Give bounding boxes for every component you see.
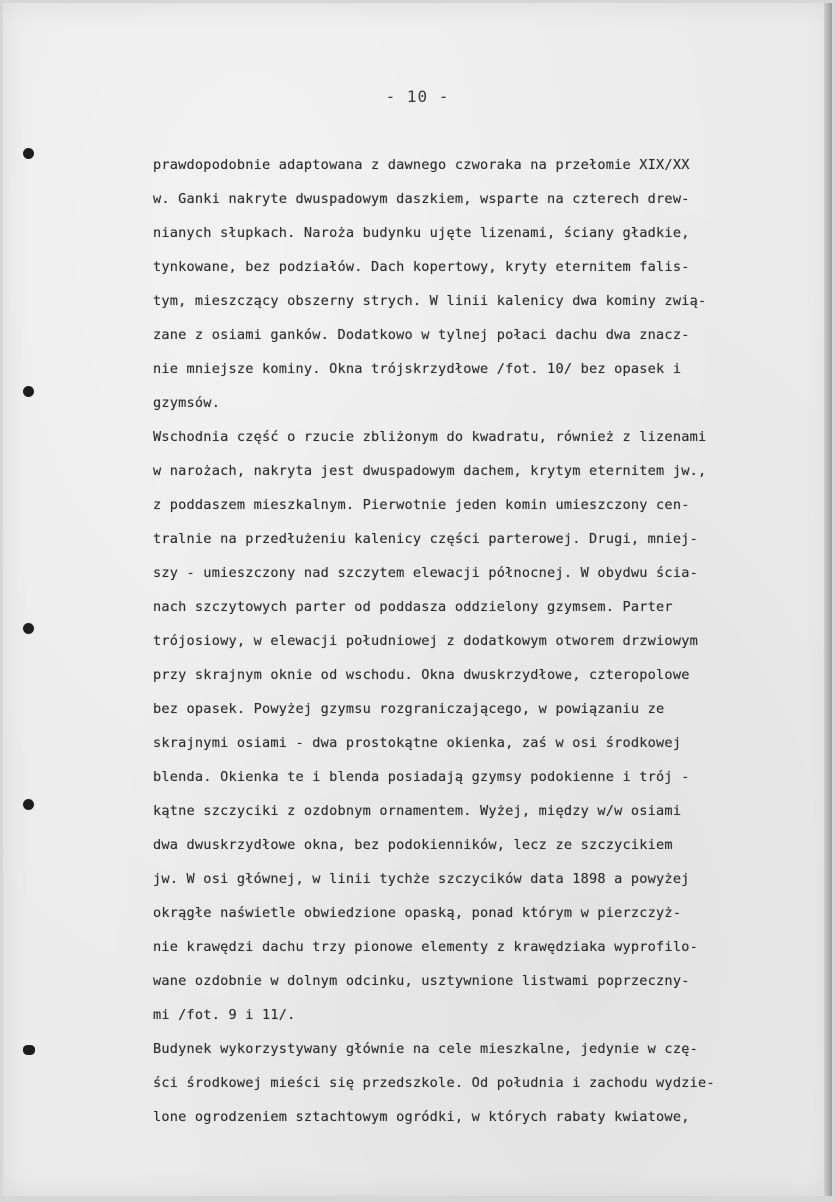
text-line: tralnie na przedłużeniu kalenicy części parterowej. Drugi, mniej-	[153, 531, 698, 547]
text-line: tynkowane, bez podziałów. Dach kopertowy, kryty eternitem falis-	[153, 259, 690, 275]
text-line: tym, mieszczący obszerny strych. W linii kalenicy dwa kominy zwią-	[153, 293, 707, 309]
punch-hole-mark	[23, 799, 34, 810]
text-line: dwa dwuskrzydłowe okna, bez podokienników, lecz ze szczycikiem	[153, 837, 673, 853]
text-line: szy - umieszczony nad szczytem elewacji północnej. W obydwu ścia-	[153, 565, 698, 581]
text-line: w narożach, nakryta jest dwuspadowym dachem, krytym eternitem jw.,	[153, 463, 707, 479]
text-line: blenda. Okienka te i blenda posiadają gzymsy podokienne i trój -	[153, 769, 690, 785]
text-line: bez opasek. Powyżej gzymsu rozgraniczającego, w powiązaniu ze	[153, 701, 665, 717]
text-line: nie krawędzi dachu trzy pionowe elementy z krawędziaka wyprofilo-	[153, 939, 698, 955]
text-line: w. Ganki nakryte dwuspadowym daszkiem, wsparte na czterech drew-	[153, 191, 690, 207]
text-line: Wschodnia część o rzucie zbliżonym do kwadratu, również z lizenami	[153, 429, 707, 445]
text-line: nianych słupkach. Naroża budynku ujęte lizenami, ściany gładkie,	[153, 225, 690, 241]
text-line: przy skrajnym oknie od wschodu. Okna dwuskrzydłowe, czteropolowe	[153, 667, 690, 683]
text-line: okrągłe naświetle obwiedzione opaską, ponad którym w pierzczyż-	[153, 905, 682, 921]
text-line: nach szczytowych parter od poddasza oddzielony gzymsem. Parter	[153, 599, 673, 615]
text-line: wane ozdobnie w dolnym odcinku, usztywnione listwami poprzeczny-	[153, 973, 690, 989]
text-line: zane z osiami ganków. Dodatkowo w tylnej połaci dachu dwa znacz-	[153, 327, 690, 343]
text-line: prawdopodobnie adaptowana z dawnego czworaka na przełomie XIX/XX	[153, 157, 690, 173]
text-line: nie mniejsze kominy. Okna trójskrzydłowe /fot. 10/ bez opasek i	[153, 361, 682, 377]
text-line: mi /fot. 9 i 11/.	[153, 1007, 296, 1023]
document-page	[3, 3, 832, 1196]
punch-hole-mark	[23, 386, 34, 397]
text-line: skrajnymi osiami - dwa prostokątne okienka, zaś w osi środkowej	[153, 735, 682, 751]
punch-hole-mark	[23, 148, 34, 159]
text-line: z poddaszem mieszkalnym. Pierwotnie jeden komin umieszczony cen-	[153, 497, 690, 513]
punch-hole-mark	[23, 1045, 35, 1055]
text-line: Budynek wykorzystywany głównie na cele mieszkalne, jedynie w czę-	[153, 1041, 698, 1057]
text-line: ści środkowej mieści się przedszkole. Od południa i zachodu wydzie-	[153, 1075, 715, 1091]
text-line: kątne szczyciki z ozdobnym ornamentem. Wyżej, między w/w osiami	[153, 803, 682, 819]
punch-hole-mark	[23, 623, 34, 634]
page-edge-shadow	[824, 3, 832, 1196]
page-number: - 10 -	[385, 87, 450, 106]
typed-text-block	[153, 148, 813, 1134]
text-line: trójosiowy, w elewacji południowej z dodatkowym otworem drzwiowym	[153, 633, 698, 649]
text-line: jw. W osi głównej, w linii tychże szczycików data 1898 a powyżej	[153, 871, 690, 887]
text-line: lone ogrodzeniem sztachtowym ogródki, w których rabaty kwiatowe,	[153, 1109, 690, 1125]
text-line: gzymsów.	[153, 395, 221, 411]
